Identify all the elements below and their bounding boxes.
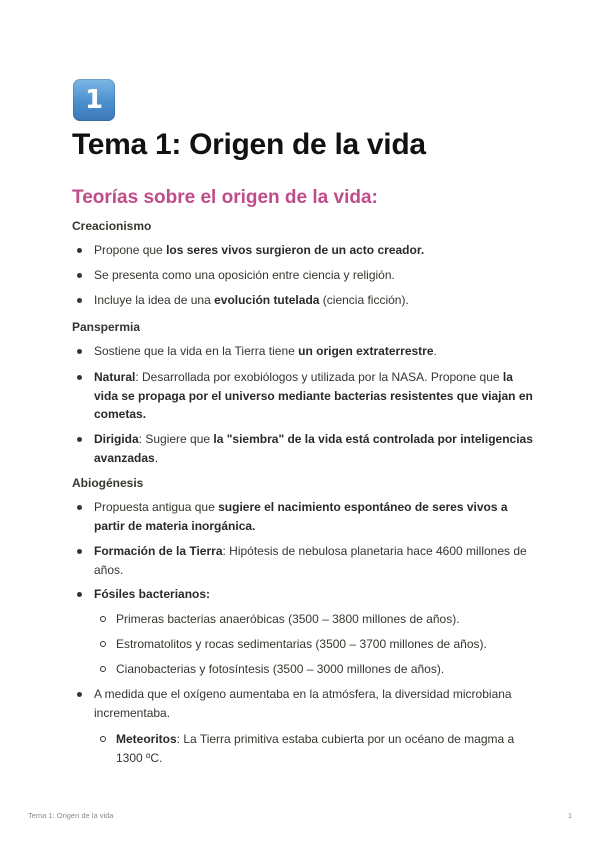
sublist-item: Estromatolitos y rocas sedimentarias (3500 – 3700 millones de años). [116,637,487,651]
circle-bullet-icon [100,736,106,742]
bullet-icon [77,298,82,303]
bullet-icon [77,248,82,253]
bullet-icon [77,592,82,597]
bullet-icon [77,692,82,697]
bullet-icon [77,549,82,554]
circle-bullet-icon [100,666,106,672]
list-item: Dirigida: Sugiere que la "siembra" de la vida está controlada por inteligencias avanzadas. [94,432,533,465]
sublist-item: Meteoritos: La Tierra primitiva estaba cubierta por un océano de magma a 1300 ºC. [116,732,515,765]
sublist-item: Cianobacterias y fotosíntesis (3500 – 3000 millones de años). [116,662,445,676]
bullet-icon [77,505,82,510]
list-item: Propone que los seres vivos surgieron de un acto creador. [94,243,425,257]
heading-creacionismo: Creacionismo [72,219,152,233]
bullet-icon [77,349,82,354]
list-item: Formación de la Tierra: Hipótesis de nebulosa planetaria hace 4600 millones de años. [94,544,527,577]
heading-abiogenesis: Abiogénesis [72,476,144,490]
section-heading: Teorías sobre el origen de la vida: [72,187,378,208]
page-number: 1 [567,811,572,820]
bullet-icon [77,375,82,380]
list-item: Natural: Desarrollada por exobiólogos y utilizada por la NASA. Propone que la vida se propaga por el universo mediante bacterias resistentes que viajan en cometas. [94,370,533,421]
keycap-one-icon: 1 [73,79,115,121]
page-title: Tema 1: Origen de la vida [72,128,426,161]
sublist-item: Primeras bacterias anaeróbicas (3500 – 3800 millones de años). [116,612,460,626]
heading-panspermia: Panspermia [72,320,141,334]
list-item: A medida que el oxígeno aumentaba en la atmósfera, la diversidad microbiana incrementaba. [94,687,512,720]
list-item: Fósiles bacterianos: [94,587,211,601]
list-item: Propuesta antigua que sugiere el nacimiento espontáneo de seres vivos a partir de materia inorgánica. [94,500,508,533]
circle-bullet-icon [100,641,106,647]
list-item: Incluye la idea de una evolución tutelada (ciencia ficción). [94,293,409,307]
bullet-icon [77,437,82,442]
list-item: Sostiene que la vida en la Tierra tiene un origen extraterrestre. [94,344,437,358]
footer-title: Tema 1: Origen de la vida [28,811,114,820]
circle-bullet-icon [100,616,106,622]
bullet-icon [77,273,82,278]
list-item: Se presenta como una oposición entre ciencia y religión. [94,268,395,282]
